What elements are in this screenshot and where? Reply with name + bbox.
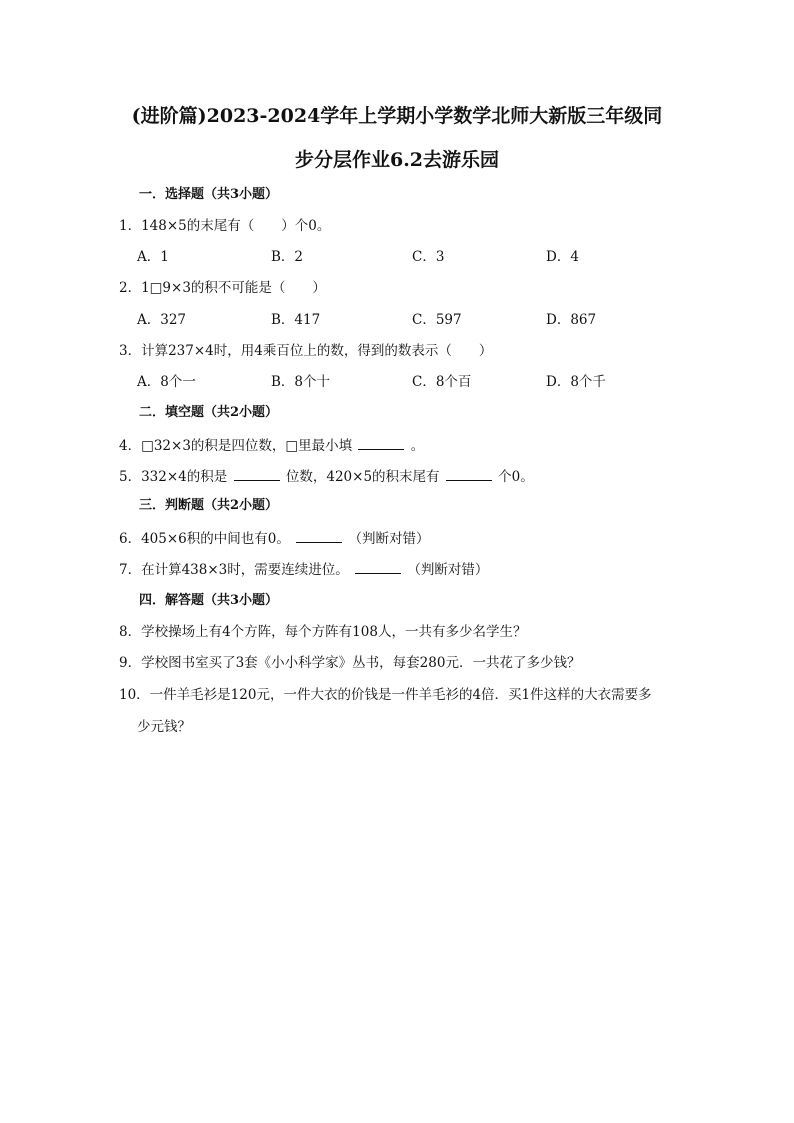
answer-blank[interactable] [446,467,492,481]
question-5-text: 5．332×4的积是 [119,469,228,485]
question-1-option-b: B．2 [271,249,304,265]
answer-blank[interactable] [296,529,342,543]
question-6 [119,529,429,548]
page-title-line-1: (进阶篇)2023-2024学年上学期小学数学北师大新版三年级同 [131,105,663,127]
question-4-text: 4．□32×3的积是四位数，□里最小填 [119,438,353,454]
question-7 [119,560,488,579]
question-2-option-a: A．327 [137,312,187,328]
question-2-option-b: B．417 [271,312,321,328]
question-2-stem: 2．1□9×3的积不可能是（ ） [119,280,326,296]
question-2-option-d: D．867 [546,312,597,328]
answer-blank[interactable] [358,436,404,450]
question-4-tail: 。 [410,438,425,454]
question-5 [119,467,534,486]
section-heading-choice: 一．选择题（共3小题） [139,187,279,202]
question-10-line-2: 少元钱？ [137,719,191,735]
question-9: 9．学校图书室买了3套《小小科学家》丛书，每套280元．一共花了多少钱？ [119,655,581,671]
section-heading-fill-blank: 二．填空题（共2小题） [139,405,279,420]
question-2-option-c: C．597 [412,312,462,328]
page-title-line-2: 步分层作业6.2去游乐园 [294,149,500,171]
question-8: 8．学校操场上有4个方阵，每个方阵有108人，一共有多少名学生？ [119,624,527,640]
section-heading-word-problems: 四．解答题（共3小题） [139,593,279,608]
question-1-stem: 1．148×5的末尾有（ ）个0。 [119,218,331,234]
question-4 [119,436,424,455]
answer-blank[interactable] [234,467,280,481]
section-heading-true-false: 三．判断题（共2小题） [139,498,279,513]
question-3-option-b: B．8个十 [271,374,331,390]
question-7-tail: （判断对错） [407,562,489,578]
question-1-option-d: D．4 [546,249,579,265]
question-3-option-c: C．8个百 [412,374,472,390]
question-1-option-a: A．1 [137,249,169,265]
question-5-text-middle: 位数，420×5的积末尾有 [285,469,440,485]
answer-blank[interactable] [355,560,401,574]
question-6-tail: （判断对错） [348,531,430,547]
question-10-line-1: 10．一件羊毛衫是120元，一件大衣的价钱是一件羊毛衫的4倍．买1件这样的大衣需要多 [119,687,652,703]
question-1-option-c: C．3 [412,249,445,265]
question-3-option-d: D．8个千 [546,374,606,390]
question-3-option-a: A．8个一 [137,374,196,390]
question-7-text: 7．在计算438×3时，需要连续进位。 [119,562,349,578]
question-5-tail: 个0。 [498,469,534,485]
question-3-stem: 3．计算237×4时，用4乘百位上的数，得到的数表示（ ） [119,343,493,359]
question-6-text: 6．405×6积的中间也有0。 [119,531,290,547]
